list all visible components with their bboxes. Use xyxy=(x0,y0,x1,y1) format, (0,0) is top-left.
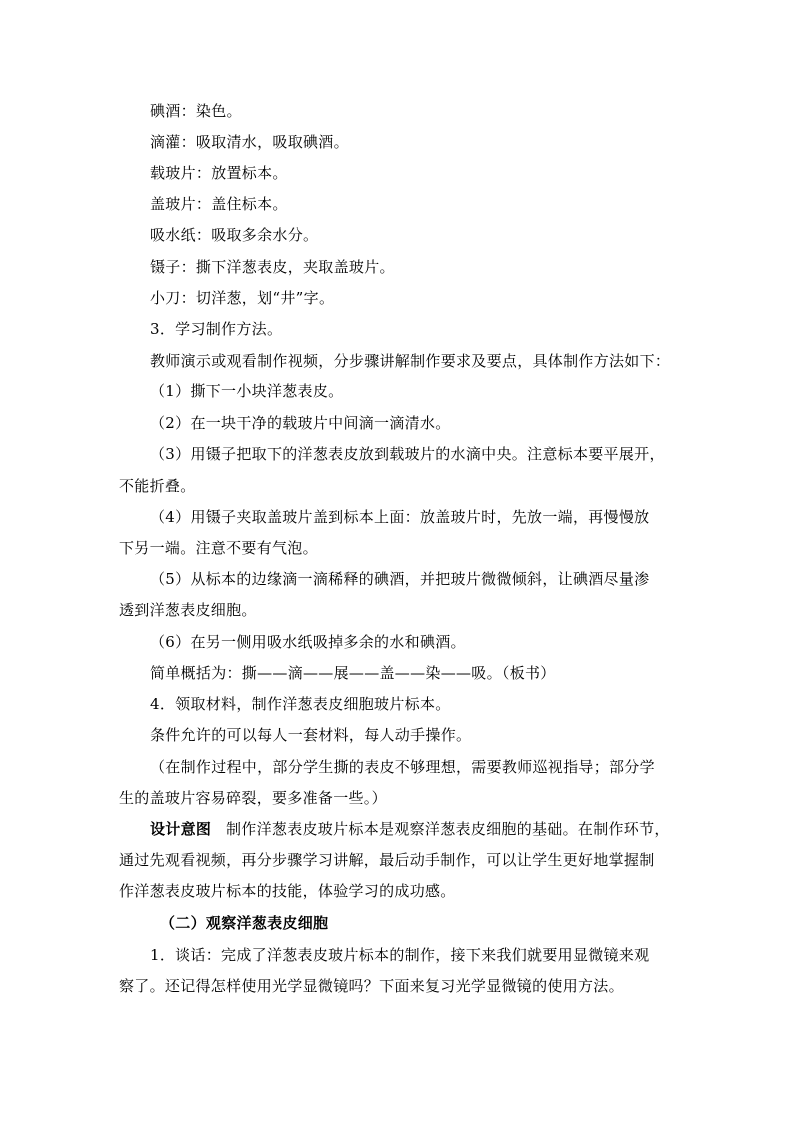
text-line: 碘酒：染色。 xyxy=(150,102,242,120)
text-line: 通过先观看视频，再分步骤学习讲解，最后动手制作，可以让学生更好地掌握制 xyxy=(119,851,655,869)
text-line: （1）撕下一小块洋葱表皮。 xyxy=(150,382,344,400)
text-line: 镊子：撕下洋葱表皮，夹取盖玻片。 xyxy=(150,258,395,276)
text-line: （4）用镊子夹取盖玻片盖到标本上面：放盖玻片时，先放一端，再慢慢放 xyxy=(150,508,650,526)
text-line: 盖玻片：盖住标本。 xyxy=(150,195,288,213)
text-line: 载玻片：放置标本。 xyxy=(150,164,288,182)
text-line: 小刀：切洋葱，划“井”字。 xyxy=(150,289,335,307)
text-line: （在制作过程中，部分学生撕的表皮不够理想，需要教师巡视指导；部分学 xyxy=(150,758,655,776)
text-line: 教师演示或观看制作视频，分步骤讲解制作要求及要点，具体制作方法如下： xyxy=(150,352,671,370)
text-line: （6）在另一侧用吸水纸吸掉多余的水和碘酒。 xyxy=(150,633,466,651)
text-line: 不能折叠。 xyxy=(119,477,196,495)
text-line: 滴灌：吸取清水，吸取碘酒。 xyxy=(150,133,349,151)
text-line: 生的盖玻片容易碎裂，要多准备一些。） xyxy=(119,789,387,807)
text-line: 简单概括为：撕——滴——展——盖——染——吸。（板书） xyxy=(150,664,556,682)
text-line: 4．领取材料，制作洋葱表皮细胞玻片标本。 xyxy=(150,695,451,713)
text-line: 察了。还记得怎样使用光学显微镜吗？下面来复习光学显微镜的使用方法。 xyxy=(119,977,624,995)
text-line: 1．谈话：完成了洋葱表皮玻片标本的制作，接下来我们就要用显微镜来观 xyxy=(150,946,650,964)
text-line: 下另一端。注意不要有气泡。 xyxy=(119,539,318,557)
text-line: （5）从标本的边缘滴一滴稀释的碘酒，并把玻片微微倾斜，让碘酒尽量渗 xyxy=(150,570,650,588)
text-line: （2）在一块干净的载玻片中间滴一滴清水。 xyxy=(150,414,451,432)
design-intent-heading: 设计意图 xyxy=(150,820,212,838)
text-line: 作洋葱表皮玻片标本的技能，体验学习的成功感。 xyxy=(119,882,456,900)
text-line: 吸水纸：吸取多余水分。 xyxy=(150,226,319,244)
text-line: 制作洋葱表皮玻片标本是观察洋葱表皮细胞的基础。在制作环节， xyxy=(226,820,670,838)
text-line: 透到洋葱表皮细胞。 xyxy=(119,601,257,619)
text-line: 条件允许的可以每人一套材料，每人动手操作。 xyxy=(150,726,472,744)
text-line: （3）用镊子把取下的洋葱表皮放到载玻片的水滴中央。注意标本要平展开， xyxy=(150,445,665,463)
text-line: 3．学习制作方法。 xyxy=(150,320,283,338)
section-heading: （二）观察洋葱表皮细胞 xyxy=(160,914,329,932)
